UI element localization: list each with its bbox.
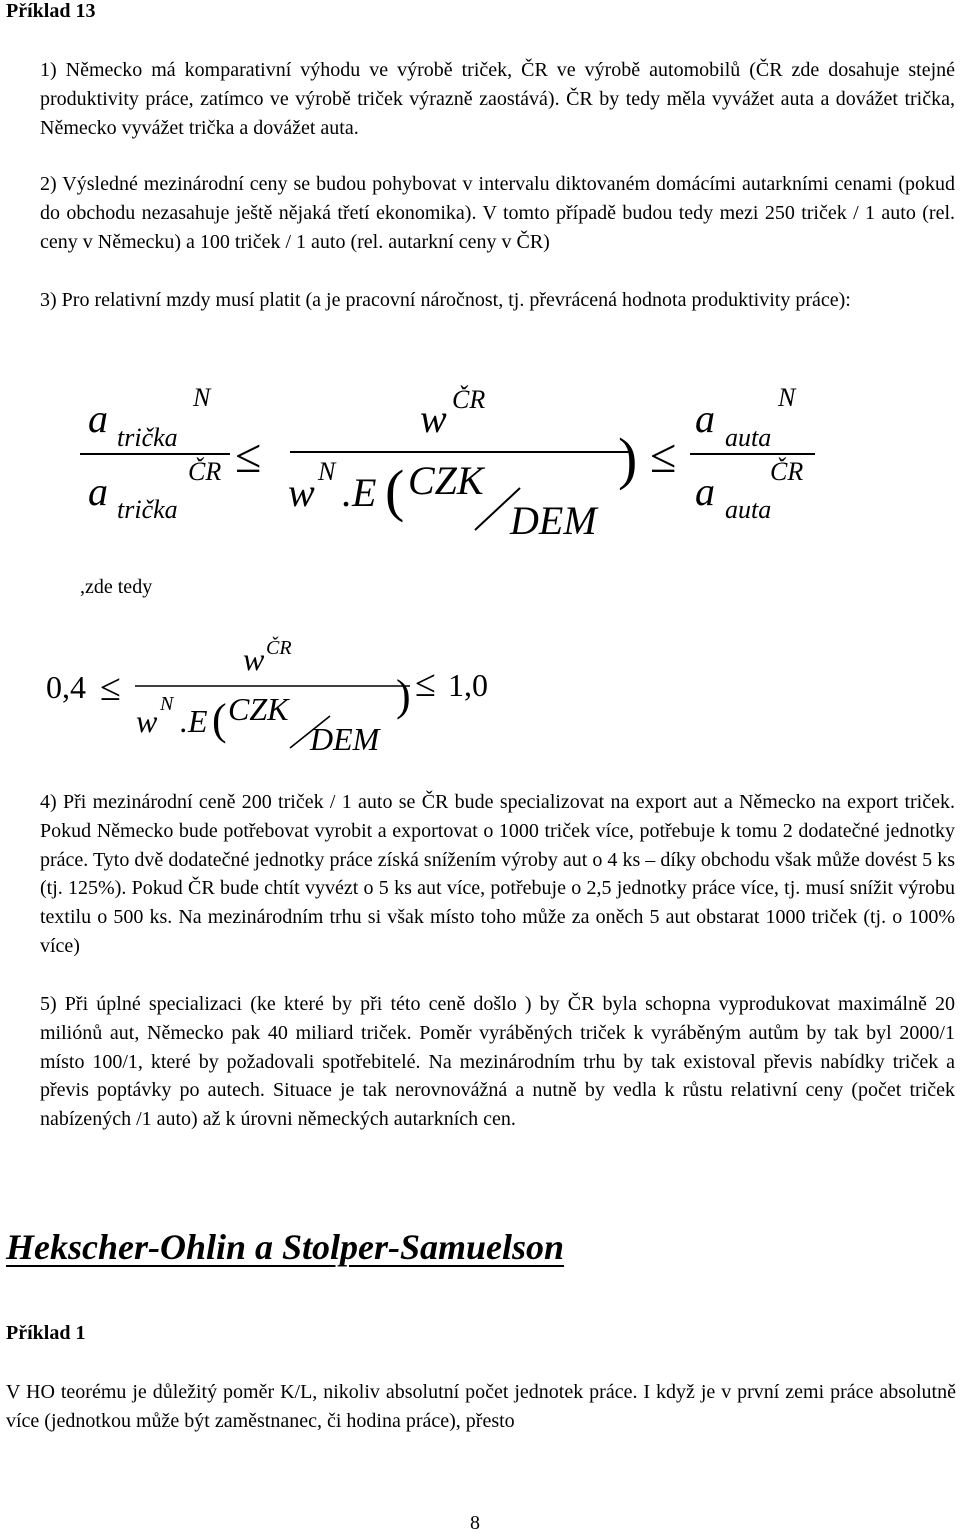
lparen-1: ( [385,458,405,523]
rparen-2: ) [396,671,411,720]
cr-sup-1: ČR [188,457,222,486]
n-sup-1: N [193,383,211,412]
item-3: 3) Pro relativní mzdy musí platit (a je pracovní náročnost, tj. převrácená hodnota produktivity práce): [40,289,851,311]
leq-3: ≤ [100,667,121,709]
lparen-2: ( [212,695,227,744]
tricka-sub-2: trička [117,495,178,524]
rparen-1: ) [618,426,638,491]
czk-2: CZK [228,691,289,727]
dot-e: .E [342,470,377,515]
page-number: 8 [470,1512,480,1534]
czk-1: CZK [408,458,484,503]
tricka-sub-1: trička [117,423,178,452]
a-numerator: a [88,396,108,441]
formula-wage-inequality [0,370,960,560]
bottom-paragraph: V HO teorému je důležitý poměr K/L, nikoliv absolutní počet jednotek práce. I když je v první zemi práce absolutně více (jednotkou může být zaměstnanec, či hodina práce), přesto [6,1381,956,1432]
lower-bound: 0,4 [46,669,86,705]
leq-4: ≤ [415,663,436,705]
leq-2: ≤ [650,430,677,483]
w-numerator: w [420,396,447,441]
w-den-2: w [136,703,158,739]
dot-e-2: .E [180,703,208,739]
zde-tedy: ,zde tedy [80,576,153,598]
formula-wage-bounds [0,628,600,768]
auta-sub-1: auta [725,423,772,452]
example-title: Příklad 13 [6,0,96,22]
cr-sup-2: ČR [452,385,486,414]
item-2: 2) Výsledné mezinárodní ceny se budou pohybovat v intervalu diktovaném domácími autarkními cenami (pokud do obchodu nezasahuje ještě nějaká třetí ekonomika). V tomto případě budou tedy mezi 250 triček / 1 auto (rel. ceny v Německu) a 100 triček / 1 auto (rel. autarkní ceny v ČR) [40,173,955,253]
leq-1: ≤ [235,430,262,483]
n-sup-3: N [778,383,796,412]
item-4: 4) Při mezinárodní ceně 200 triček / 1 auto se ČR bude specializovat na export aut a Německo na export triček. Pokud Německo bude potřebovat vyrobit a exportovat o 1000 triček více, potřebuje k tomu 2 dodatečné jednotky práce. Tyto dvě dodatečné jednotky práce získá snížením výroby aut o 4 ks – díky obchodu však může dovést 5 ks (tj. 125%). Pokud ČR bude chtít vyvézt o 5 ks aut více, potřebuje o 2,5 jednotky práce více, tj. musí snížit výrobu textilu o 500 ks. Na mezinárodním trhu si však místo toho může za oněch 5 aut obstarat 1000 triček (tj. o 100% více) [40,791,955,957]
upper-bound: 1,0 [448,667,488,703]
example-2-title: Příklad 1 [6,1322,86,1344]
a-numerator-2: a [695,396,715,441]
w-denominator: w [288,470,315,515]
a-denominator-2: a [695,469,715,514]
cr-sup-3: ČR [770,457,804,486]
auta-sub-2: auta [725,495,772,524]
n-sup-2: N [318,457,336,486]
item-5: 5) Při úplné specializaci (ke které by při této ceně došlo ) by ČR byla schopna vyprodukovat maximálně 20 miliónů aut, Německo pak 40 miliard triček. Poměr vyráběných triček k vyráběným autům by tak byl 2000/1 místo 100/1, které by požadovali spotřebitelé. Na mezinárodním trhu by tak existoval převis nabídky triček a převis poptávky po autech. Situace je tak nerovnovážná a nutně by vedla k růstu relativní ceny (počet triček nabízených /1 auto) až k úrovni německých autarkních cen. [40,993,955,1131]
dem-1: DEM [510,498,597,543]
section-heading: Hekscher-Ohlin a Stolper-Samuelson [6,1227,565,1267]
n-sup-4: N [160,693,174,715]
dem-2: DEM [310,721,380,757]
cr-sup-4: ČR [266,637,292,659]
w-num-2: w [243,641,265,677]
item-1: 1) Německo má komparativní výhodu ve výrobě triček, ČR ve výrobě automobilů (ČR zde dosahuje stejné produktivity práce, zatímco ve výrobě triček výrazně zaostává). ČR by tedy měla vyvážet auta a dovážet trička, Německo vyvážet trička a dovážet auta. [40,59,955,139]
a-denominator: a [88,469,108,514]
